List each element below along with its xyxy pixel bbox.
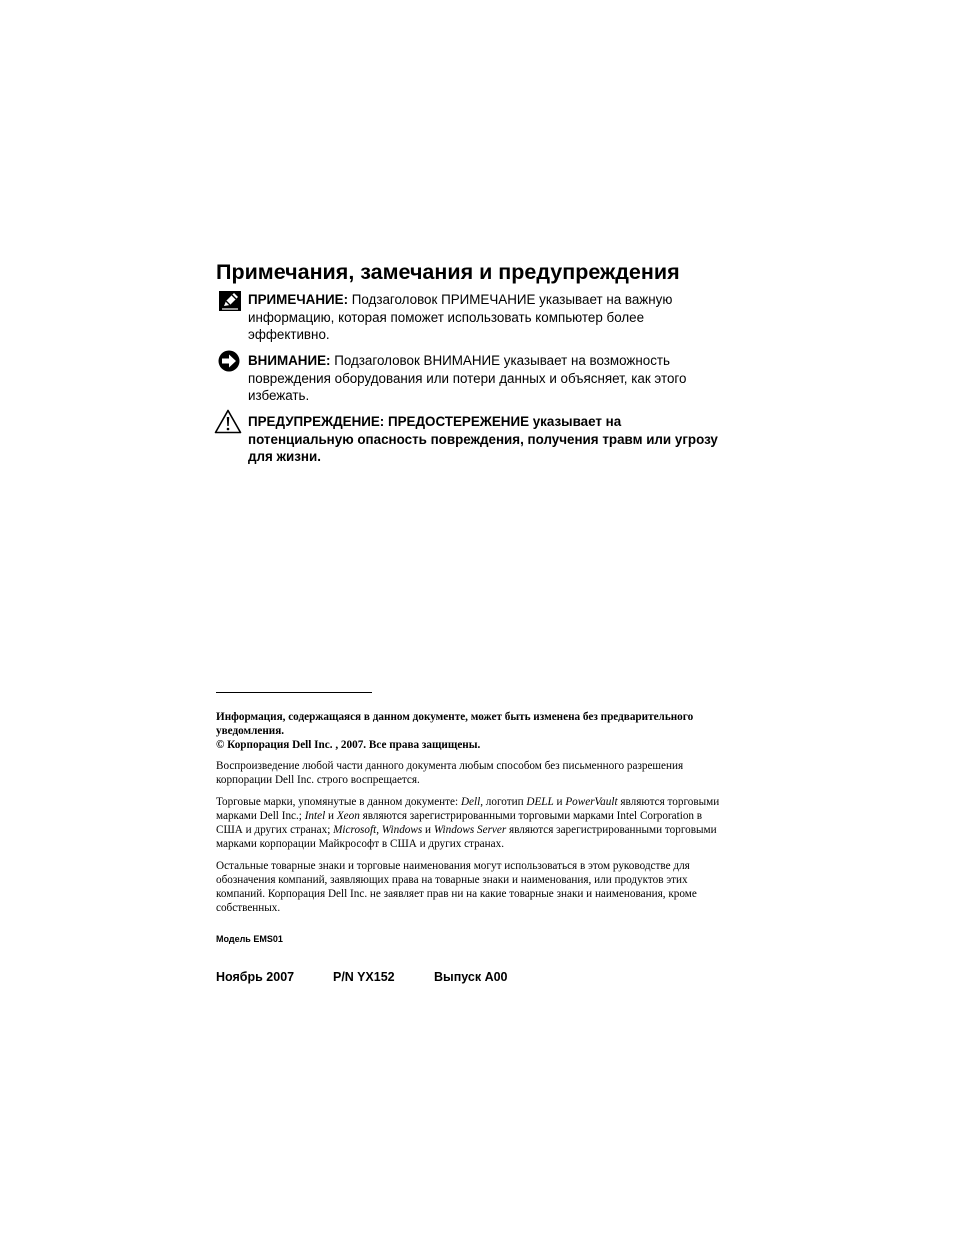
warning-text: ПРЕДОСТЕРЕЖЕНИЕ указывает на потенциальную опасность повреждения, получения травм или угрозу для жизни. xyxy=(248,414,718,464)
separator-line xyxy=(216,692,372,693)
warning-block xyxy=(248,413,718,466)
info-line: Информация, содержащаяся в данном документе, может быть изменена без предварительного уведомления. xyxy=(216,711,694,737)
model-number: Модель EMS01 xyxy=(216,934,283,944)
reproduction-notice: Воспроизведение любой части данного документа любым способом без письменного разрешения корпорации Dell Inc. строго воспрещается. xyxy=(216,760,684,786)
note-text: Подзаголовок ПРИМЕЧАНИЕ указывает на важную информацию, которая поможет использовать компьютер более эффективно. xyxy=(248,292,673,342)
footer-revision: Выпуск A00 xyxy=(434,970,508,984)
note-block xyxy=(248,291,718,344)
footer-date: Ноябрь 2007 xyxy=(216,970,295,984)
footer-part-number: P/N YX152 xyxy=(333,970,395,984)
notice-text: Подзаголовок ВНИМАНИЕ указывает на возможность повреждения оборудования или потери данных и объясняет, как этого избежать. xyxy=(248,353,687,403)
page-title: Примечания, замечания и предупреждения xyxy=(216,260,680,284)
trademarks-notice: Торговые марки, упомянутые в данном документе: Dell, логотип DELL и PowerVault являются торговыми марками Dell Inc.; Intel и Xeon являются зарегистрированными торговыми марками Intel Corporation в США и других странах; Microsoft, Windows и Windows Server являются зарегистрированными торговыми марками корпорации Майкрософт в США и других странах. xyxy=(216,796,720,850)
notice-arrow-icon xyxy=(218,350,240,377)
warning-label: ПРЕДУПРЕЖДЕНИЕ: xyxy=(248,414,385,429)
note-label: ПРИМЕЧАНИЕ: xyxy=(248,292,349,307)
legal-info-block xyxy=(216,710,721,752)
other-trademarks-notice: Остальные товарные знаки и торговые наименования могут использоваться в этом руководстве для обозначения компаний, заявляющих права на товарные знаки и наименования, или продуктов этих компаний. Корпорация Dell Inc. не заявляет прав ни на какие товарные знаки и наименования, кроме собственных. xyxy=(216,860,697,914)
notice-label: ВНИМАНИЕ: xyxy=(248,353,331,368)
notice-block xyxy=(248,352,718,405)
copyright-line: © Корпорация Dell Inc. , 2007. Все права защищены. xyxy=(216,739,481,751)
warning-triangle-icon xyxy=(214,409,242,439)
pencil-note-icon xyxy=(219,291,241,316)
